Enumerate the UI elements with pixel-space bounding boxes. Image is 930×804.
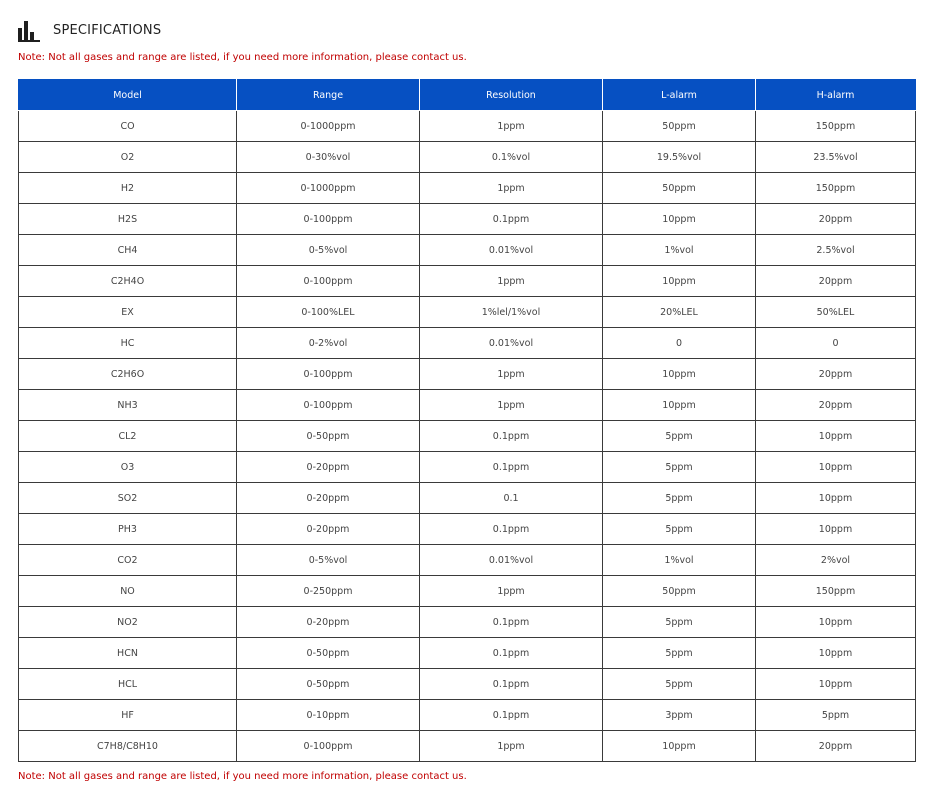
cell-resolution: 0.1ppm [420, 638, 603, 669]
cell-l-alarm: 1%vol [603, 545, 756, 576]
cell-model: H2S [19, 204, 237, 235]
cell-model: HCL [19, 669, 237, 700]
cell-resolution: 1ppm [420, 359, 603, 390]
cell-model: NH3 [19, 390, 237, 421]
cell-l-alarm: 5ppm [603, 421, 756, 452]
table-row [19, 576, 916, 607]
cell-range: 0-2%vol [237, 328, 420, 359]
header-resolution: Resolution [420, 80, 603, 111]
cell-resolution: 1ppm [420, 390, 603, 421]
cell-l-alarm: 50ppm [603, 173, 756, 204]
cell-model: C7H8/C8H10 [19, 731, 237, 762]
cell-resolution: 0.1ppm [420, 204, 603, 235]
section-title: SPECIFICATIONS [53, 22, 162, 38]
header-range: Range [237, 80, 420, 111]
cell-h-alarm: 20ppm [756, 266, 916, 297]
cell-h-alarm: 10ppm [756, 452, 916, 483]
cell-range: 0-5%vol [237, 235, 420, 266]
table-row [19, 173, 916, 204]
note-top: Note: Not all gases and range are listed, if you need more information, please contact us. [18, 52, 467, 63]
cell-l-alarm: 10ppm [603, 359, 756, 390]
table-row [19, 266, 916, 297]
cell-h-alarm: 150ppm [756, 576, 916, 607]
table-row [19, 359, 916, 390]
table-row [19, 514, 916, 545]
cell-model: PH3 [19, 514, 237, 545]
cell-range: 0-100ppm [237, 359, 420, 390]
cell-h-alarm: 20ppm [756, 731, 916, 762]
cell-h-alarm: 23.5%vol [756, 142, 916, 173]
table-header-row [19, 80, 916, 111]
bar-chart-icon [18, 21, 40, 40]
cell-resolution: 0.1 [420, 483, 603, 514]
cell-h-alarm: 50%LEL [756, 297, 916, 328]
note-bottom: Note: Not all gases and range are listed, if you need more information, please contact us. [18, 771, 467, 782]
table-row [19, 452, 916, 483]
cell-range: 0-50ppm [237, 638, 420, 669]
cell-range: 0-50ppm [237, 669, 420, 700]
header-h-alarm: H-alarm [756, 80, 916, 111]
cell-h-alarm: 10ppm [756, 483, 916, 514]
cell-model: HC [19, 328, 237, 359]
cell-range: 0-1000ppm [237, 173, 420, 204]
table-row [19, 390, 916, 421]
cell-model: SO2 [19, 483, 237, 514]
cell-resolution: 0.01%vol [420, 235, 603, 266]
cell-model: HCN [19, 638, 237, 669]
cell-resolution: 1ppm [420, 576, 603, 607]
cell-resolution: 0.1ppm [420, 514, 603, 545]
cell-range: 0-100%LEL [237, 297, 420, 328]
cell-l-alarm: 5ppm [603, 638, 756, 669]
cell-range: 0-10ppm [237, 700, 420, 731]
cell-h-alarm: 10ppm [756, 607, 916, 638]
cell-range: 0-1000ppm [237, 111, 420, 142]
table-row [19, 297, 916, 328]
table-row [19, 700, 916, 731]
cell-model: CL2 [19, 421, 237, 452]
cell-resolution: 1%lel/1%vol [420, 297, 603, 328]
cell-h-alarm: 10ppm [756, 514, 916, 545]
cell-resolution: 0.1%vol [420, 142, 603, 173]
cell-range: 0-100ppm [237, 731, 420, 762]
cell-h-alarm: 150ppm [756, 111, 916, 142]
cell-h-alarm: 10ppm [756, 669, 916, 700]
cell-model: O3 [19, 452, 237, 483]
table-body [19, 111, 916, 762]
cell-resolution: 1ppm [420, 173, 603, 204]
table-row [19, 483, 916, 514]
cell-range: 0-50ppm [237, 421, 420, 452]
table-row [19, 421, 916, 452]
cell-h-alarm: 5ppm [756, 700, 916, 731]
cell-model: EX [19, 297, 237, 328]
cell-model: C2H6O [19, 359, 237, 390]
cell-l-alarm: 5ppm [603, 607, 756, 638]
cell-resolution: 0.01%vol [420, 545, 603, 576]
cell-model: O2 [19, 142, 237, 173]
cell-range: 0-100ppm [237, 266, 420, 297]
cell-resolution: 0.01%vol [420, 328, 603, 359]
table-row [19, 638, 916, 669]
section-header [18, 19, 161, 41]
table-row [19, 204, 916, 235]
cell-l-alarm: 19.5%vol [603, 142, 756, 173]
cell-resolution: 0.1ppm [420, 669, 603, 700]
header-l-alarm: L-alarm [603, 80, 756, 111]
cell-model: CH4 [19, 235, 237, 266]
cell-l-alarm: 1%vol [603, 235, 756, 266]
cell-resolution: 0.1ppm [420, 607, 603, 638]
table-row [19, 111, 916, 142]
cell-l-alarm: 5ppm [603, 483, 756, 514]
cell-l-alarm: 10ppm [603, 390, 756, 421]
cell-resolution: 1ppm [420, 111, 603, 142]
cell-range: 0-20ppm [237, 483, 420, 514]
cell-resolution: 1ppm [420, 266, 603, 297]
cell-l-alarm: 5ppm [603, 514, 756, 545]
cell-l-alarm: 20%LEL [603, 297, 756, 328]
cell-model: CO [19, 111, 237, 142]
cell-h-alarm: 10ppm [756, 638, 916, 669]
cell-range: 0-100ppm [237, 204, 420, 235]
cell-l-alarm: 5ppm [603, 452, 756, 483]
cell-model: NO2 [19, 607, 237, 638]
cell-model: NO [19, 576, 237, 607]
cell-l-alarm: 0 [603, 328, 756, 359]
cell-l-alarm: 10ppm [603, 731, 756, 762]
cell-h-alarm: 10ppm [756, 421, 916, 452]
cell-resolution: 0.1ppm [420, 452, 603, 483]
table-row [19, 545, 916, 576]
header-model: Model [19, 80, 237, 111]
cell-h-alarm: 20ppm [756, 204, 916, 235]
table-row [19, 607, 916, 638]
cell-range: 0-20ppm [237, 514, 420, 545]
cell-l-alarm: 10ppm [603, 266, 756, 297]
cell-l-alarm: 3ppm [603, 700, 756, 731]
cell-l-alarm: 5ppm [603, 669, 756, 700]
specifications-table [18, 79, 916, 762]
cell-range: 0-30%vol [237, 142, 420, 173]
cell-resolution: 0.1ppm [420, 700, 603, 731]
cell-h-alarm: 2.5%vol [756, 235, 916, 266]
cell-h-alarm: 150ppm [756, 173, 916, 204]
table-row [19, 142, 916, 173]
cell-h-alarm: 20ppm [756, 359, 916, 390]
cell-range: 0-250ppm [237, 576, 420, 607]
cell-model: HF [19, 700, 237, 731]
cell-range: 0-20ppm [237, 607, 420, 638]
cell-range: 0-100ppm [237, 390, 420, 421]
cell-h-alarm: 2%vol [756, 545, 916, 576]
cell-l-alarm: 50ppm [603, 111, 756, 142]
table-row [19, 235, 916, 266]
cell-range: 0-20ppm [237, 452, 420, 483]
cell-h-alarm: 0 [756, 328, 916, 359]
table-row [19, 731, 916, 762]
table-row [19, 328, 916, 359]
cell-resolution: 1ppm [420, 731, 603, 762]
cell-l-alarm: 50ppm [603, 576, 756, 607]
cell-model: C2H4O [19, 266, 237, 297]
cell-model: H2 [19, 173, 237, 204]
cell-range: 0-5%vol [237, 545, 420, 576]
cell-resolution: 0.1ppm [420, 421, 603, 452]
cell-model: CO2 [19, 545, 237, 576]
cell-l-alarm: 10ppm [603, 204, 756, 235]
cell-h-alarm: 20ppm [756, 390, 916, 421]
table-row [19, 669, 916, 700]
